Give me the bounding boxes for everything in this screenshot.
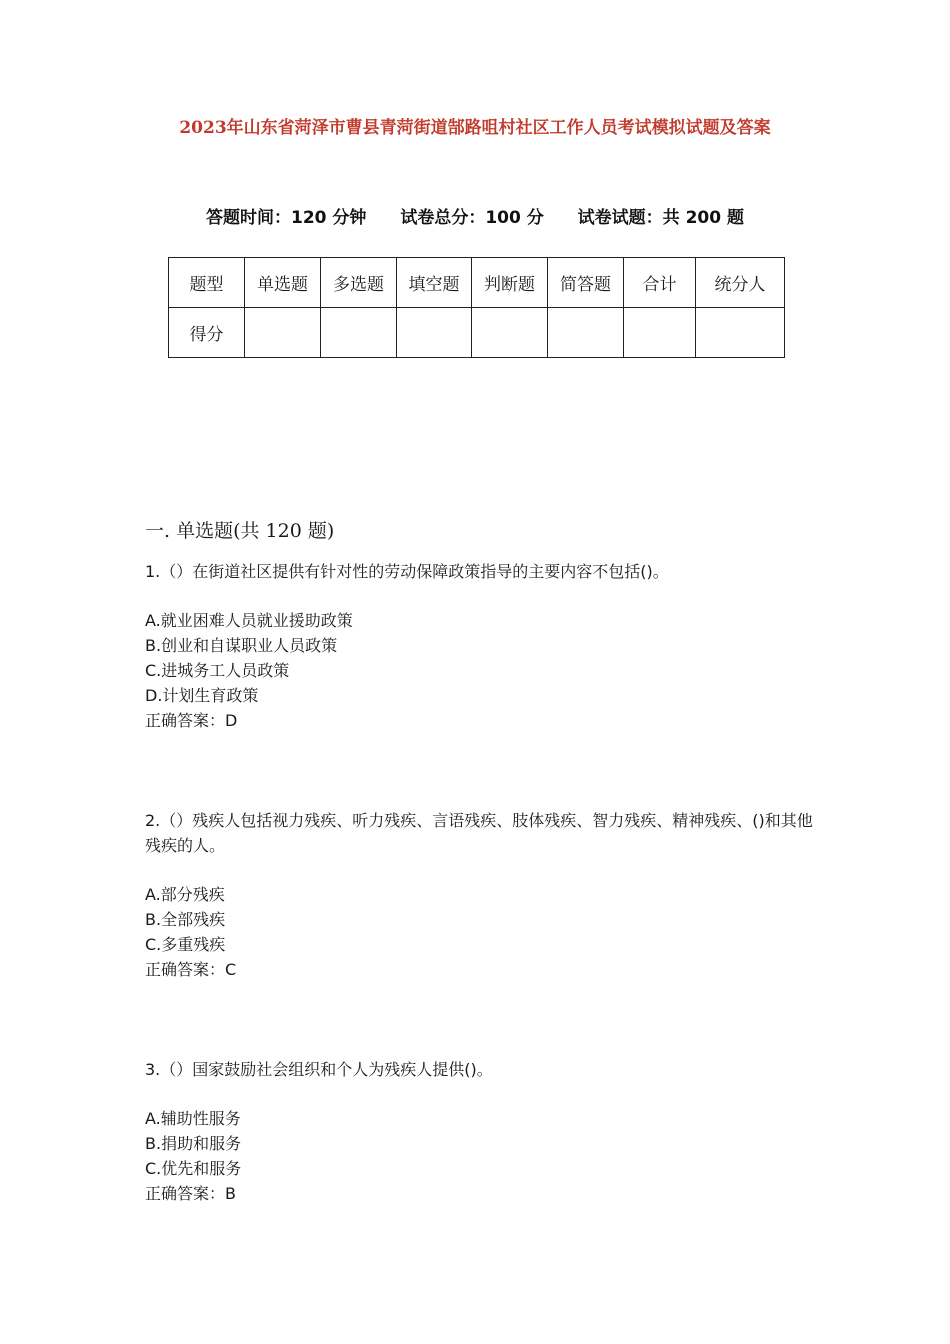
option-list [145,1106,813,1181]
score-cell [624,308,696,358]
header-cell: 判断题 [472,258,548,308]
question-stem: 1.（）在街道社区提供有针对性的劳动保障政策指导的主要内容不包括()。 [145,562,669,581]
header-cell: 题型 [169,258,245,308]
header-cell: 统分人 [696,258,785,308]
question-stem: 2.（）残疾人包括视力残疾、听力残疾、言语残疾、肢体残疾、智力残疾、精神残疾、()和其他残疾的人。 [145,811,813,855]
option-item: C.进城务工人员政策 [145,661,290,680]
question-item [145,1057,813,1206]
option-item: C.多重残疾 [145,935,226,954]
option-list [145,882,813,957]
score-cell [696,308,785,358]
correct-answer: 正确答案：C [145,960,237,979]
option-item: A.部分残疾 [145,885,225,904]
exam-time: 答题时间：120 分钟 [206,208,367,228]
question-item [145,808,813,982]
question-stem: 3.（）国家鼓励社会组织和个人为残疾人提供()。 [145,1060,493,1079]
option-item: D.计划生育政策 [145,686,259,705]
header-cell: 合计 [624,258,696,308]
option-item: B.创业和自谋职业人员政策 [145,636,338,655]
section-heading: 一. 单选题(共 120 题) [145,520,335,542]
score-table [168,257,785,358]
score-table-score-row [169,308,785,358]
option-item: C.优先和服务 [145,1159,242,1178]
score-row-label: 得分 [169,308,245,358]
score-cell [321,308,397,358]
question-item [145,559,813,733]
score-cell [397,308,472,358]
option-item: B.全部残疾 [145,910,226,929]
option-list [145,608,813,708]
header-cell: 单选题 [245,258,321,308]
score-cell [472,308,548,358]
correct-answer: 正确答案：B [145,1184,236,1203]
exam-meta [0,203,950,228]
option-item: B.捐助和服务 [145,1134,242,1153]
exam-total-score: 试卷总分：100 分 [400,208,544,228]
header-cell: 多选题 [321,258,397,308]
document-title: 2023年山东省菏泽市曹县青菏街道郜路咀村社区工作人员考试模拟试题及答案 [179,118,771,138]
header-cell: 简答题 [548,258,624,308]
option-item: A.就业困难人员就业援助政策 [145,611,353,630]
score-cell [548,308,624,358]
score-cell [245,308,321,358]
correct-answer: 正确答案：D [145,711,238,730]
header-cell: 填空题 [397,258,472,308]
score-table-header-row [169,258,785,308]
exam-question-count: 试卷试题：共 200 题 [577,208,744,228]
option-item: A.辅助性服务 [145,1109,241,1128]
